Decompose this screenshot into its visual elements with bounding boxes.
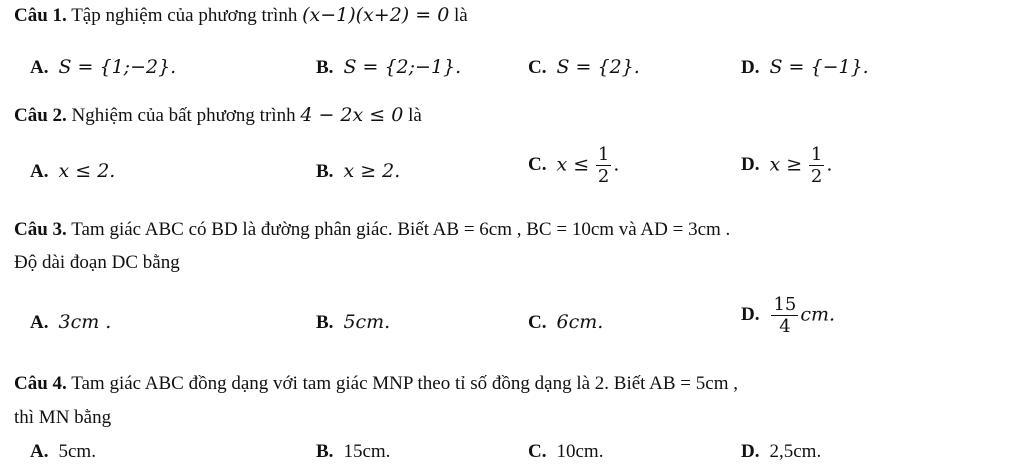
question-3-line-2: Độ dài đoạn DC bằng [14, 252, 180, 273]
q1-option-d[interactable]: D. S = {−1}. [741, 56, 869, 78]
q2-option-d[interactable]: D. x ≥ $\frac{1}{2}$ . [741, 144, 833, 187]
question-1 [14, 4, 468, 27]
question-2-text: Nghiệm của bất phương trình [66, 105, 301, 126]
question-3-label: Câu 3. [14, 219, 67, 240]
question-4-label: Câu 4. [14, 373, 67, 394]
q2-option-c[interactable]: C. x ≤ $\frac{1}{2}$ . [528, 144, 620, 187]
q3-option-b[interactable]: B. 5cm. [316, 311, 391, 333]
question-2-tail: là [403, 105, 422, 126]
question-2-inequality: 4 − 2x ≤ 0 [300, 104, 404, 126]
q4-option-d[interactable]: D. 2,5cm. [741, 441, 822, 462]
question-3-text: Tam giác ABC có BD là đường phân giác. Biết AB = 6cm , BC = 10cm và AD = 3cm . [66, 219, 731, 240]
question-1-equation: (x−1)(x+2) = 0 [302, 4, 450, 26]
q2-option-a[interactable]: A. x ≤ 2. [30, 160, 116, 182]
fraction: $\frac{15}{4}$ [773, 294, 797, 337]
q1-option-b[interactable]: B. S = {2;−1}. [316, 56, 462, 78]
q2-option-b[interactable]: B. x ≥ 2. [316, 160, 401, 182]
question-4-text: Tam giác ABC đồng dạng với tam giác MNP theo tỉ số đồng dạng là 2. Biết AB = 5cm , [66, 373, 738, 394]
question-1-label: Câu 1. [14, 5, 67, 26]
question-4-line-2: thì MN bằng [14, 407, 112, 428]
q3-option-d[interactable]: D. $\frac{15}{4}$ cm. [741, 294, 836, 337]
question-1-tail: là [449, 5, 468, 26]
q4-option-b[interactable]: B. 15cm. [316, 441, 391, 462]
q1-option-a[interactable]: A. S = {1;−2}. [30, 56, 177, 78]
q4-option-a[interactable]: A. 5cm. [30, 441, 96, 462]
question-2 [14, 104, 422, 127]
fraction: $\frac{1}{2}$ [810, 144, 823, 187]
question-1-text: Tập nghiệm của phương trình [66, 5, 303, 26]
question-4-line-1 [14, 373, 738, 395]
q4-option-c[interactable]: C. 10cm. [528, 441, 604, 462]
q3-option-c[interactable]: C. 6cm. [528, 311, 604, 333]
question-3-line-1 [14, 219, 730, 241]
q3-option-a[interactable]: A. 3cm . [30, 311, 112, 333]
question-2-label: Câu 2. [14, 105, 67, 126]
fraction: $\frac{1}{2}$ [597, 144, 610, 187]
q1-option-c[interactable]: C. S = {2}. [528, 56, 640, 78]
